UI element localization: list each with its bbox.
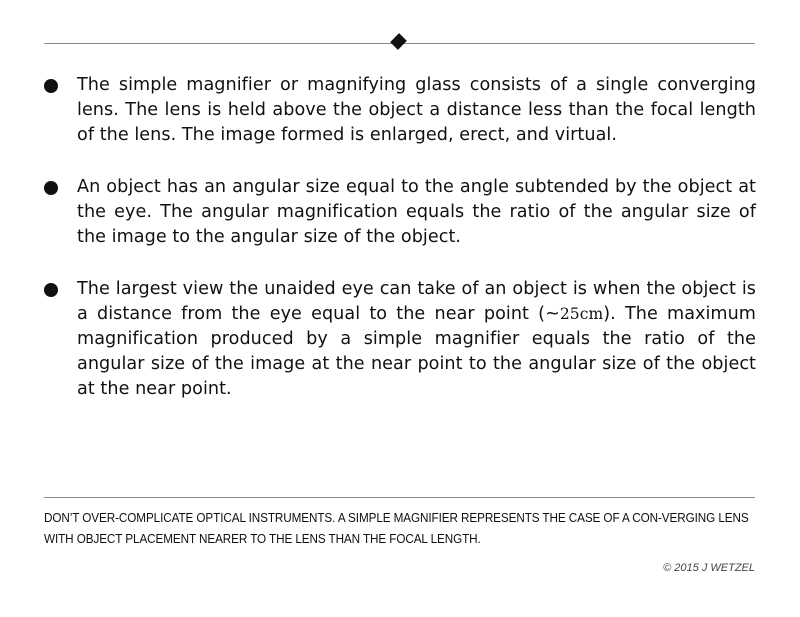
near-point-value: 25 <box>559 305 580 323</box>
bullet-item-near-point <box>44 277 756 402</box>
bullet-item-angular-size <box>44 175 756 250</box>
bullet-text-after: ). The maximum magnification produced by a simple magnifier equals the ratio of the angular size of the image at the near point to the angular size of the object at the near point. <box>77 304 756 399</box>
bullet-list <box>44 73 756 429</box>
diamond-ornament-icon <box>390 33 407 50</box>
bullet-item-simple-magnifier <box>44 73 756 148</box>
bullet-dot-icon <box>44 181 58 195</box>
bottom-divider <box>44 497 755 498</box>
copyright: © 2015 J WETZEL <box>663 562 755 574</box>
bullet-text: An object has an angular size equal to the angle subtended by the object at the eye. The angular magnification equals the ratio of the angular size of the image to the angular size of the object. <box>77 177 756 247</box>
bullet-dot-icon <box>44 283 58 297</box>
bullet-text: The simple magnifier or magnifying glass consists of a single converging lens. The lens is held above the object a distance less than the focal length of the lens. The image formed is enlarged, erect, and virtual. <box>77 75 756 145</box>
bullet-dot-icon <box>44 79 58 93</box>
footnote: DON’T OVER-COMPLICATE OPTICAL INSTRUMENTS. A SIMPLE MAGNIFIER REPRESENTS THE CASE OF A CON-VERGING LENS WITH OBJECT PLACEMENT NEARER TO THE LENS THAN THE FOCAL LENGTH. <box>44 511 749 546</box>
near-point-unit: cm <box>579 305 604 323</box>
bullet-text-before: The largest view the unaided eye can take of an object is when the object is a distance from the eye equal to the near point (~ <box>77 279 756 324</box>
